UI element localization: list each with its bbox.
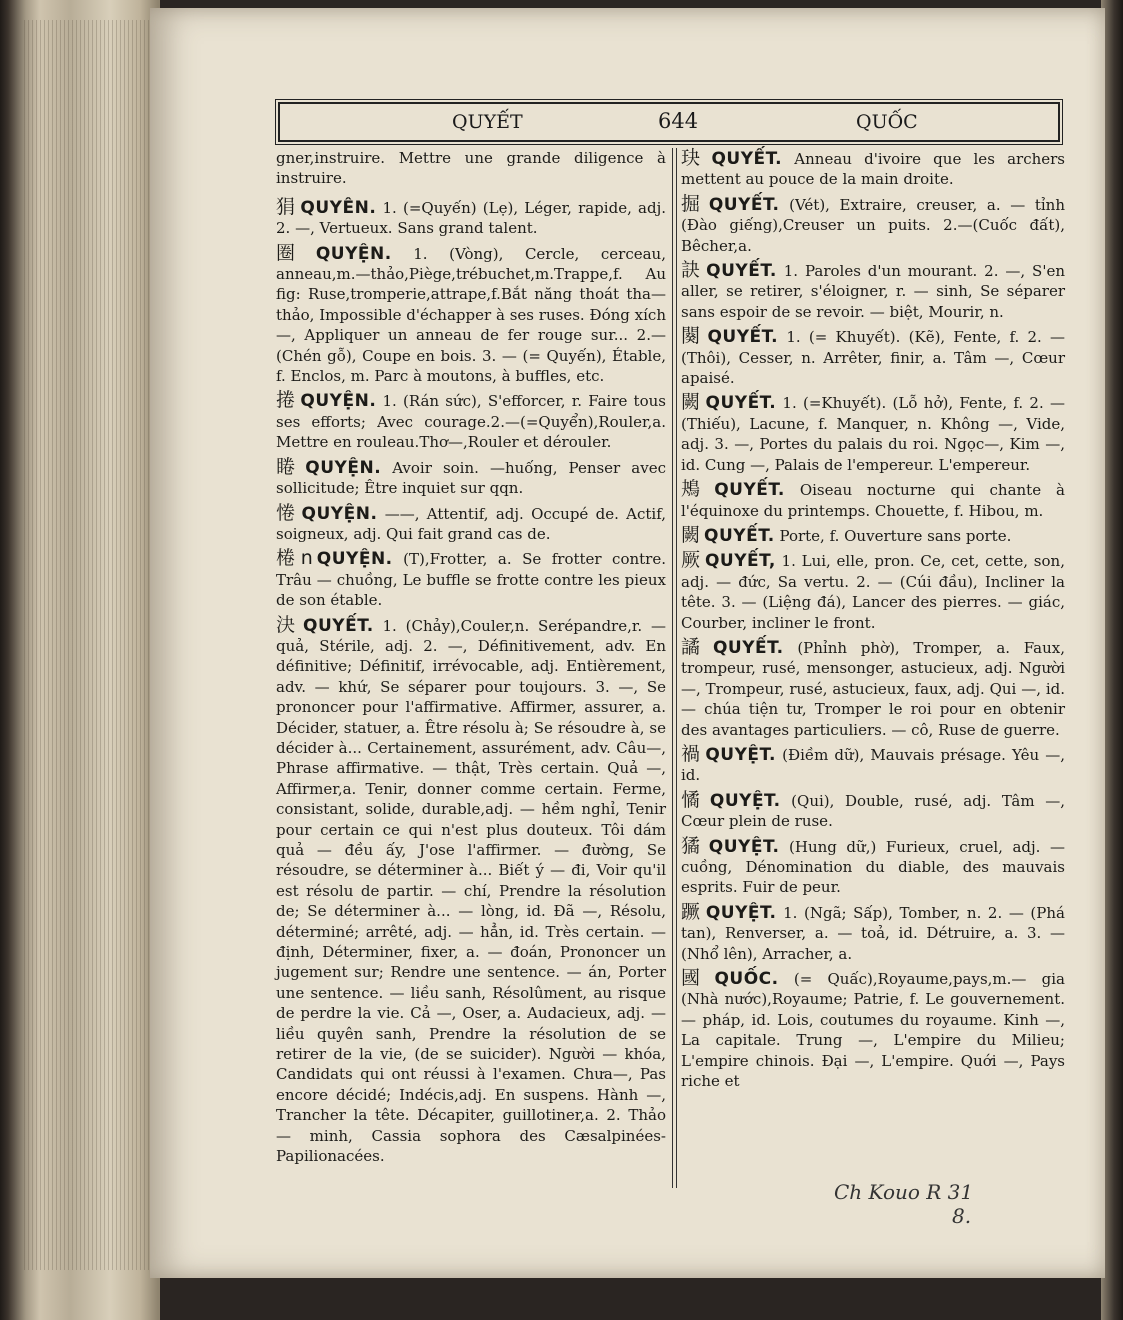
dictionary-entry [681,744,1065,786]
han-character: 國 [681,967,711,990]
headword: QUYẾT. [714,480,785,501]
headword: QUYẾT. [711,149,783,169]
han-character: 狷 [276,195,297,218]
headword: QUYẾT, [704,551,776,572]
definition-text: 1. (Rán sức), S'efforcer, r. Faire tous ses efforts; Avec courage.2.—(=Quyển),Rouler,a. Mettre en rouleau.Thơ—,Rouler et dérouler. [276,392,666,452]
definition-text: ——, Attentif, adj. Occupé de. Actif, soigneux, adj. Qui fait grand cas de. [276,504,666,543]
headword: QUYỆT. [705,902,777,923]
han-character: 禍 [681,742,702,765]
headword: QUYẾT. [712,637,784,658]
headword: QUYỆT. [705,744,776,765]
han-character: 圈 [276,241,312,264]
page-header [278,102,1060,142]
definition-text: 1. (=Quyến) (Lẹ), Léger, rapide, adj. 2. —, Vertueux. Sans grand talent. [276,198,666,238]
header-left-word: QUYẾT [452,111,523,133]
column-divider [672,148,677,1188]
headword: QUYỆN. [301,503,378,524]
han-character: 蹶 [681,900,702,923]
definition-text: Porte, f. Ouverture sans porte. [779,526,1012,545]
dictionary-entry [276,197,666,239]
dictionary-entry [681,968,1065,1091]
han-character: 獝 [681,834,705,857]
definition-text: 1. (Chảy),Couler,n. Serépandre,r. — quả, Stérile, adj. 2. —, Définitivement, adv. En définitive; Définitif, irrévocable, adj. Entièrement, adv. — khứ, Se séparer pour toujours. 3. —, Se prononcer pour l'affirmative. Affirmer, assurer, a. Décider, statuer, a. Être résolu à; Se résoudre à, se décider à... Certainement, assurément, adv. Câu—, Phrase affirmative. — thật, Très certain. Quả —, Affirmer,a. Tenir, donner comme certain. Ferme, consistant, solide, durable,adj. — hềm nghỉ, Tenir pour certain ce qui n'est plus douteux. Tôi dám quả — đều ấy, J'ose l'affirmer. — đường, Se résoudre, se déterminer à... Biết ý — đi, Voir qu'il est résolu de partir. — chí, Prendre la résolution de; Se déterminer à... — lòng, id. Đã —, Résolu, déterminé; arrêté, adj. — hẳn, id. Très certain. — định, Déterminer, fixer, a. — đoán, Prononcer un jugement sur; Rendre une sentence. — án, Porter une sentence. — liều sanh, Résolûment, au risque de perdre la vie. Cả —, Oser, a. Audacieux, adj. — liều quyên sanh, Prendre la résolution de se retirer de la vie, (de se suicider). Người — khóa, Candidats qui ont réussi à l'examen. Chưa—, Pas encore décidé; Indécis,adj. En suspens. Hành —, Trancher la tête. Décapiter, guillotiner,a. 2. Thảo — minh, Cassia sophora des Cæsalpinées-Papilionacées. [276,616,666,1166]
headword: QUYỆN. [316,549,393,570]
headword: QUYỆN. [305,457,382,478]
definition-text: (T),Frotter, a. Se frotter contre. Trâu — chuồng, Le buffle se frotte contre les pieux de son étable. [276,550,666,610]
han-character: 闕 [681,523,701,546]
dictionary-entry [681,550,1065,633]
page-number: 644 [658,109,699,133]
definition-text: (Phỉnh phờ), Tromper, a. Faux, trompeur, rusé, mensonger, astucieux, adj. Người —, Trompeur, rusé, astucieux, faux, adj. Qui —, id. — chúa tiện tư, Tromper le roi pour en obtenir des avantages particuliers. — cô, Ruse de guerre. [681,638,1065,739]
han-character: 捲 [276,389,297,412]
dictionary-page [150,8,1105,1278]
dictionary-entry [681,902,1065,964]
han-character: 掘 [681,192,705,215]
definition-text: Avoir soin. —huống, Penser avec sollicitude; Être inquiet sur qqn. [276,458,666,498]
headword: QUYỆN. [300,391,377,412]
headword: QUYẾT. [708,194,780,215]
headword: QUYẾT. [705,393,777,414]
definition-text: (Vét), Extraire, creuser, a. — tỉnh (Đào giếng),Creuser un puits. 2.—(Cuốc đất), Bêcher,a. [681,195,1065,255]
han-character: 闕 [681,391,702,414]
han-character: 譎 [681,635,709,658]
dictionary-entry [681,392,1065,475]
header-right-word: QUỐC [856,111,918,133]
dictionary-entry [276,548,666,610]
han-character: 棬n [276,547,313,570]
definition-text: (Điềm dữ), Mauvais présage. Yêu —, id. [681,745,1065,785]
han-character: 憰 [681,788,706,811]
definition-text: 1. Paroles d'un mourant. 2. —, S'en aller, se retirer, s'éloigner, r. — sinh, Se séparer sans espoir de se revoir. — biệt, Mourir, n. [681,262,1065,321]
dictionary-entry [681,194,1065,256]
dictionary-entry [276,243,666,387]
han-character: 惓 [276,501,298,524]
dictionary-entry [681,260,1065,322]
definition-text: (= Quấc),Royaume,pays,m.— gia (Nhà nước),Royaume; Patrie, f. Le gouvernement. — pháp, id. Lois, coutumes du royaume. Kinh —, La capitale. Trung —, L'empire du Milieu; L'empire chinois. Đại —, L'empire. Quới —, Pays riche et [681,970,1065,1091]
book-page-edges [0,0,160,1320]
han-character: 訣 [681,259,703,282]
dictionary-entry [681,326,1065,388]
dictionary-entry [276,457,666,499]
headword: QUYẾT. [303,615,374,636]
headword: QUYẾT. [706,261,777,282]
han-character: 玦 [681,147,708,169]
dictionary-entry [681,525,1065,546]
left-column [276,148,666,1171]
definition-text: 1. Lui, elle, pron. Ce, cet, cette, son, adj. — đức, Sa vertu. 2. — (Cúi đầu), Incliner la tête. 3. — (Liệng đá), Lancer des pierres. — giác, Courber, incliner le front. [681,552,1065,632]
headword: QUYÊN. [300,197,377,218]
han-character: 睠 [276,455,302,478]
right-column [681,148,1065,1095]
dictionary-entry [681,836,1065,898]
definition-text: 1. (Vòng), Cercle, cerceau, anneau,m.—thảo,Piège,trébuchet,m.Trappe,f. Au fig: Ruse,tromperie,attrape,f.Bắt năng thoát tha—thảo, Impossible d'échapper à ses ruses. Đóng xích —, Appliquer un anneau de fer rouge sur... 2.—(Chén gỗ), Coupe en bois. 3. — (= Quyến), Étable, f. Enclos, m. Parc à moutons, à buffles, etc. [276,244,666,386]
headword: QUYẾT. [707,327,779,348]
continuation-text: gner,instruire. Mettre une grande diligence à instruire. [276,149,666,188]
han-character: 厥 [681,549,701,572]
headword: QUYỆT. [709,790,781,811]
han-character: 闋 [681,325,704,348]
definition-text: Oiseau nocturne qui chante à l'équinoxe du printemps. Chouette, f. Hibou, m. [681,481,1065,520]
headword: QUỐC. [714,969,779,990]
headword: QUYẾT. [704,525,775,546]
headword: QUYỆT. [708,836,780,857]
definition-text: (Qui), Double, rusé, adj. Tâm —, Cœur plein de ruse. [681,791,1065,831]
dictionary-entry [276,503,666,545]
han-character: 鴂 [681,478,711,501]
dictionary-entry [681,790,1065,832]
definition-text: Anneau d'ivoire que les archers mettent au pouce de la main droite. [681,150,1065,189]
dictionary-entry [276,615,666,1167]
headword: QUYỆN. [315,243,392,264]
definition-text: 1. (=Khuyết). (Lỗ hở), Fente, f. 2. — (Thiếu), Lacune, f. Manquer, n. Không —, Vide, adj. 3. —, Portes du palais du roi. Ngọc—, Kim —, id. Cung —, Palais de l'empereur. L'empereur. [681,394,1065,474]
dictionary-entry [681,479,1065,521]
definition-text: (Hung dữ,) Furieux, cruel, adj. — cuồng, Dénomination du diable, des mauvais esprits. Fuir de peur. [681,837,1065,897]
definition-text: 1. (Ngã; Sấp), Tomber, n. 2. — (Phá tan), Renverser, a. — toả, id. Détruire, a. 3. — (Nhổ lên), Arracher, a. [681,903,1065,963]
dictionary-entry [681,148,1065,190]
han-character: 決 [276,613,300,636]
definition-text: 1. (= Khuyết). (Kẽ), Fente, f. 2. — (Thôi), Cesser, n. Arrêter, finir, a. Tâm —, Cœur apaisé. [681,328,1065,388]
dictionary-entry [681,637,1065,740]
dictionary-entry [276,390,666,452]
handwritten-shelfmark: Ch Kouo R 31 8. [834,1180,974,1228]
